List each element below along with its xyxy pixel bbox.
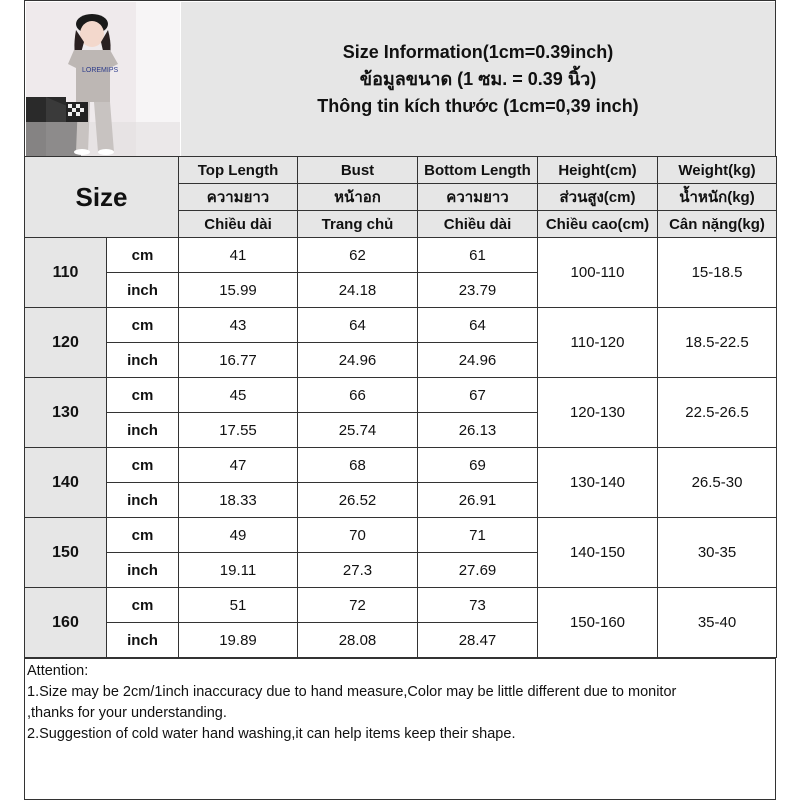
height-range: 140-150 (538, 518, 658, 588)
size-value: 140 (25, 448, 107, 518)
col-weight-vi: Cân nặng(kg) (658, 211, 777, 238)
col-height-th: ส่วนสูง(cm) (538, 184, 658, 211)
bottom-length-inch: 26.91 (418, 483, 538, 518)
top-length-inch: 18.33 (179, 483, 298, 518)
unit-label: cm (107, 238, 179, 273)
size-table (24, 156, 777, 658)
bust-inch: 28.08 (298, 623, 418, 658)
bottom-length-cm: 73 (418, 588, 538, 623)
table-row (25, 378, 777, 413)
table-row (25, 518, 777, 553)
unit-label: cm (107, 518, 179, 553)
bottom-length-inch: 28.47 (418, 623, 538, 658)
table-row (25, 238, 777, 273)
bust-cm: 62 (298, 238, 418, 273)
col-weight-en: Weight(kg) (658, 157, 777, 184)
height-range: 110-120 (538, 308, 658, 378)
title-thai: ข้อมูลขนาด (1 ซม. = 0.39 นิ้ว) (359, 68, 597, 89)
height-range: 100-110 (538, 238, 658, 308)
title-vietnamese: Thông tin kích thước (1cm=0,39 inch) (317, 95, 639, 116)
bottom-length-cm: 61 (418, 238, 538, 273)
unit-label: inch (107, 483, 179, 518)
col-bottom-length-vi: Chiều dài (418, 211, 538, 238)
top-length-inch: 17.55 (179, 413, 298, 448)
bust-cm: 70 (298, 518, 418, 553)
size-value: 130 (25, 378, 107, 448)
size-value: 160 (25, 588, 107, 658)
table-row (25, 448, 777, 483)
unit-label: cm (107, 378, 179, 413)
col-weight-th: น้ำหนัก(kg) (658, 184, 777, 211)
top-length-inch: 15.99 (179, 273, 298, 308)
bottom-length-inch: 27.69 (418, 553, 538, 588)
bottom-length-cm: 67 (418, 378, 538, 413)
table-row (25, 588, 777, 623)
top-length-inch: 16.77 (179, 343, 298, 378)
bottom-length-cm: 71 (418, 518, 538, 553)
svg-text:LOREMIPS: LOREMIPS (82, 67, 119, 74)
unit-label: inch (107, 553, 179, 588)
bottom-length-cm: 64 (418, 308, 538, 343)
col-bust-en: Bust (298, 157, 418, 184)
title-block (181, 2, 775, 156)
header-row-english (25, 157, 777, 184)
weight-range: 26.5-30 (658, 448, 777, 518)
girl-photo-illustration (26, 2, 180, 156)
bust-inch: 24.18 (298, 273, 418, 308)
col-top-length-th: ความยาว (179, 184, 298, 211)
unit-label: inch (107, 623, 179, 658)
col-height-en: Height(cm) (538, 157, 658, 184)
col-bottom-length-th: ความยาว (418, 184, 538, 211)
bust-inch: 27.3 (298, 553, 418, 588)
size-value: 120 (25, 308, 107, 378)
notes-line-2: ,thanks for your understanding. (27, 705, 227, 721)
unit-label: inch (107, 413, 179, 448)
unit-label: cm (107, 308, 179, 343)
bottom-length-inch: 24.96 (418, 343, 538, 378)
col-bottom-length-en: Bottom Length (418, 157, 538, 184)
bottom-length-cm: 69 (418, 448, 538, 483)
height-range: 130-140 (538, 448, 658, 518)
chart-header (24, 0, 776, 157)
col-top-length-en: Top Length (179, 157, 298, 184)
col-bust-th: หน้าอก (298, 184, 418, 211)
product-photo (26, 2, 180, 156)
top-length-cm: 43 (179, 308, 298, 343)
bottom-length-inch: 26.13 (418, 413, 538, 448)
col-height-vi: Chiều cao(cm) (538, 211, 658, 238)
col-bust-vi: Trang chủ (298, 211, 418, 238)
attention-notes (24, 658, 776, 800)
notes-heading: Attention: (27, 663, 89, 679)
height-range: 120-130 (538, 378, 658, 448)
top-length-cm: 41 (179, 238, 298, 273)
bust-cm: 68 (298, 448, 418, 483)
bust-inch: 24.96 (298, 343, 418, 378)
size-value: 150 (25, 518, 107, 588)
unit-label: inch (107, 343, 179, 378)
top-length-inch: 19.11 (179, 553, 298, 588)
weight-range: 22.5-26.5 (658, 378, 777, 448)
unit-label: cm (107, 588, 179, 623)
size-chart (24, 0, 776, 800)
bust-cm: 64 (298, 308, 418, 343)
col-top-length-vi: Chiều dài (179, 211, 298, 238)
weight-range: 15-18.5 (658, 238, 777, 308)
bottom-length-inch: 23.79 (418, 273, 538, 308)
weight-range: 30-35 (658, 518, 777, 588)
notes-line-1: 1.Size may be 2cm/1inch inaccuracy due to hand measure,Color may be little different due to monitor (27, 684, 677, 700)
bust-cm: 66 (298, 378, 418, 413)
unit-label: cm (107, 448, 179, 483)
notes-line-3: 2.Suggestion of cold water hand washing,it can help items keep their shape. (27, 726, 516, 742)
title-english: Size Information(1cm=0.39inch) (342, 41, 614, 62)
top-length-inch: 19.89 (179, 623, 298, 658)
bust-inch: 25.74 (298, 413, 418, 448)
size-header: Size (25, 157, 179, 238)
weight-range: 18.5-22.5 (658, 308, 777, 378)
weight-range: 35-40 (658, 588, 777, 658)
top-length-cm: 47 (179, 448, 298, 483)
height-range: 150-160 (538, 588, 658, 658)
unit-label: inch (107, 273, 179, 308)
top-length-cm: 51 (179, 588, 298, 623)
bust-cm: 72 (298, 588, 418, 623)
bust-inch: 26.52 (298, 483, 418, 518)
table-row (25, 308, 777, 343)
top-length-cm: 49 (179, 518, 298, 553)
top-length-cm: 45 (179, 378, 298, 413)
size-value: 110 (25, 238, 107, 308)
